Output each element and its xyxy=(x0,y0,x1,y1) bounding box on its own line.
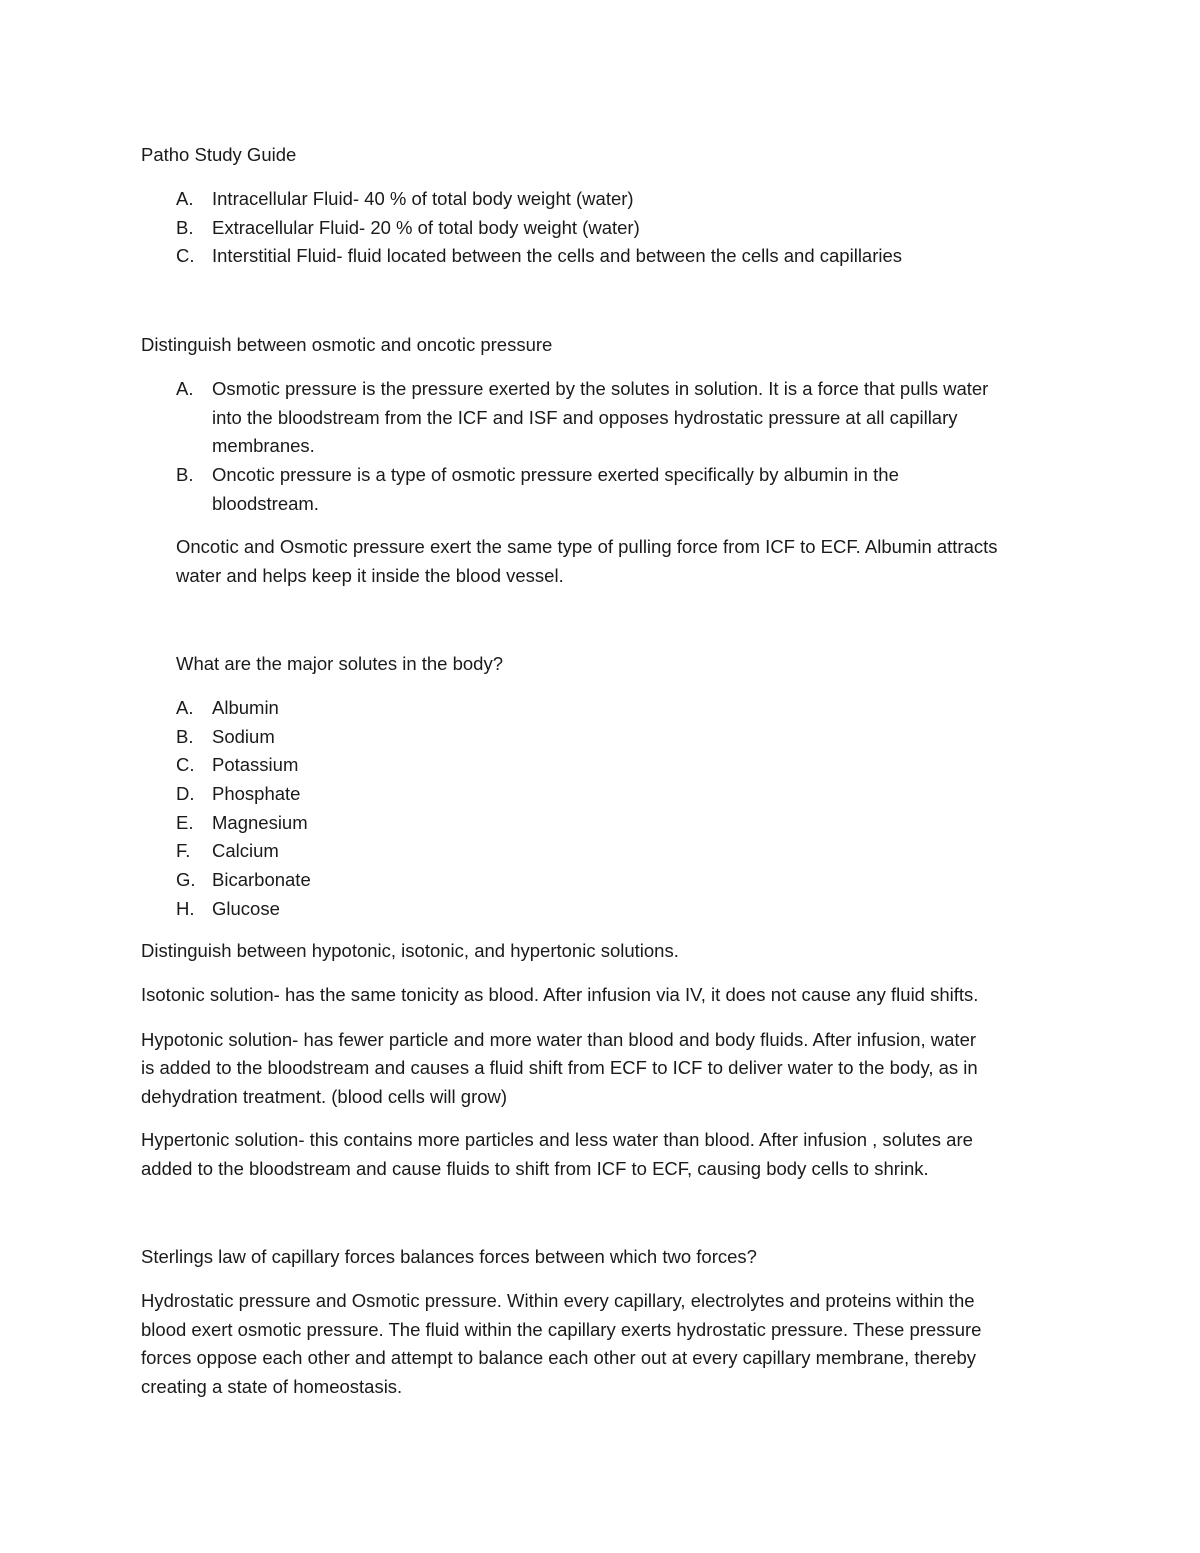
list-item-text: Sodium xyxy=(212,725,275,747)
paragraph-line: Oncotic and Osmotic pressure exert the same type of pulling force from ICF to ECF. Albumin attracts xyxy=(176,536,998,557)
list-marker: B. xyxy=(176,464,194,486)
list-item-text: Magnesium xyxy=(212,811,308,833)
list-item-text: Bicarbonate xyxy=(212,869,311,891)
list-item-text: Extracellular Fluid- 20 % of total body weight (water) xyxy=(212,216,640,238)
paragraph-line: Hypotonic solution- has fewer particle and more water than blood and body fluids. After infusion, water xyxy=(141,1029,977,1050)
list-marker: D. xyxy=(176,783,195,805)
list-marker: E. xyxy=(176,811,194,833)
list-item-text: Osmotic pressure is the pressure exerted by the solutes in solution. It is a force that pulls water xyxy=(212,378,989,399)
list-marker: B. xyxy=(176,725,194,747)
section-heading: Distinguish between hypotonic, isotonic, and hypertonic solutions. xyxy=(141,940,679,961)
document-title: Patho Study Guide xyxy=(141,144,297,165)
list-marker: G. xyxy=(176,869,196,891)
section-heading: Sterlings law of capillary forces balances forces between which two forces? xyxy=(141,1246,757,1267)
paragraph-line: added to the bloodstream and cause fluids to shift from ICF to ECF, causing body cells to shrink. xyxy=(141,1158,929,1179)
list-item-text: Interstitial Fluid- fluid located between the cells and between the cells and capillaries xyxy=(212,245,903,267)
list-marker: C. xyxy=(176,754,195,776)
list-marker: F. xyxy=(176,840,191,862)
list-item-text: into the bloodstream from the ICF and ISF and opposes hydrostatic pressure at all capillary xyxy=(212,406,958,428)
list-marker: B. xyxy=(176,216,194,238)
paragraph-line: forces oppose each other and attempt to balance each other out at every capillary membrane, thereby xyxy=(141,1347,977,1368)
list-marker: A. xyxy=(176,697,194,718)
list-marker: A. xyxy=(176,378,194,399)
list-item-text: Potassium xyxy=(212,754,299,776)
paragraph-line: water and helps keep it inside the blood vessel. xyxy=(176,565,564,586)
section-heading: Distinguish between osmotic and oncotic pressure xyxy=(141,334,553,355)
list-item-text: bloodstream. xyxy=(212,492,319,514)
list-marker: C. xyxy=(176,245,195,267)
paragraph-line: is added to the bloodstream and causes a fluid shift from ECF to ICF to deliver water to the body, as in xyxy=(141,1057,978,1078)
paragraph-line: Hypertonic solution- this contains more particles and less water than blood. After infusion , solutes are xyxy=(141,1129,973,1150)
list-item-text: membranes. xyxy=(212,435,315,457)
list-item-text: Glucose xyxy=(212,897,280,919)
paragraph-line: Isotonic solution- has the same tonicity as blood. After infusion via IV, it does not cause any fluid shifts. xyxy=(141,984,979,1005)
list-item-text: Oncotic pressure is a type of osmotic pressure exerted specifically by albumin in the xyxy=(212,464,899,486)
section-heading: What are the major solutes in the body? xyxy=(176,653,504,674)
paragraph-line: Hydrostatic pressure and Osmotic pressure. Within every capillary, electrolytes and proteins within the xyxy=(141,1290,975,1311)
paragraph-line: blood exert osmotic pressure. The fluid within the capillary exerts hydrostatic pressure. These pressure xyxy=(141,1319,982,1340)
list-item-text: Albumin xyxy=(212,697,279,718)
list-item-text: Intracellular Fluid- 40 % of total body weight (water) xyxy=(212,188,634,209)
list-item-text: Calcium xyxy=(212,840,279,862)
paragraph-line: creating a state of homeostasis. xyxy=(141,1376,403,1397)
paragraph-line: dehydration treatment. (blood cells will grow) xyxy=(141,1086,508,1107)
list-item-text: Phosphate xyxy=(212,783,301,805)
list-marker: A. xyxy=(176,188,194,209)
list-marker: H. xyxy=(176,897,195,919)
